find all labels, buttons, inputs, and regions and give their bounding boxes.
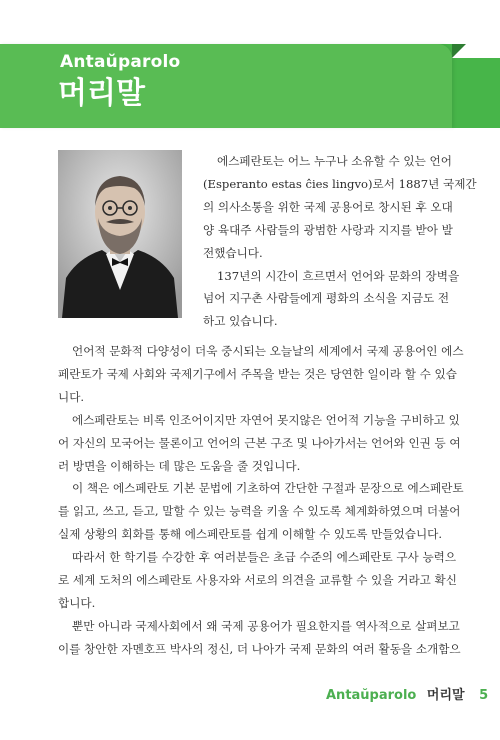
header-corner-fold <box>452 44 466 58</box>
body-line: 합니다. <box>58 595 96 610</box>
page-footer <box>326 684 488 703</box>
body-line: 로 세계 도처의 에스페란토 사용자와 서로의 의견을 교류할 수 있을 거라고 확신 <box>58 573 457 588</box>
intro-line: 137년의 시간이 흐르면서 언어와 문화의 장벽을 <box>217 268 460 283</box>
body-line: 뿐만 아니라 국제사회에서 왜 국제 공용어가 필요한지를 역사적으로 살펴보고 <box>72 618 460 633</box>
body-line: 실제 상황의 회화를 통해 에스페란토를 쉽게 이해할 수 있도록 만들었습니다. <box>58 527 443 542</box>
intro-line: 에스페란토는 어느 누구나 소유할 수 있는 언어 <box>217 154 452 168</box>
footer-section-en: Antaŭparolo <box>326 688 417 703</box>
intro-paragraphs <box>203 150 477 333</box>
body-line: 언어적 문화적 다양성이 더욱 중시되는 오늘날의 세계에서 국제 공용어인 에스 <box>72 344 464 358</box>
body-line: 어 자신의 모국어는 물론이고 언어의 근본 구조 및 나아가서는 언어와 인권 등 여 <box>58 435 461 450</box>
body-line: 니다. <box>58 389 85 404</box>
body-paragraphs <box>58 340 464 661</box>
footer-section-ko: 머리말 <box>426 688 465 703</box>
body-line: 러 방면을 이해하는 데 많은 도움을 줄 것입니다. <box>58 458 301 473</box>
body-line: 이 책은 에스페란토 기본 문법에 기초하여 간단한 구절과 문장으로 에스페란토 <box>72 481 464 496</box>
page-number: 5 <box>479 688 489 703</box>
body-line: 따라서 한 학기를 수강한 후 여러분들은 초급 수준의 에스페란토 구사 능력으 <box>72 550 457 565</box>
portrait-photo-icon <box>58 150 182 318</box>
intro-line: 전했습니다. <box>203 245 263 260</box>
body-line: 에스페란토는 비록 인조어이지만 자연어 못지않은 언어적 기능을 구비하고 있 <box>72 412 460 427</box>
intro-line: 넘어 지구촌 사람들에게 평화의 소식을 지금도 전 <box>203 291 450 306</box>
chapter-title: 머리말 <box>58 76 145 111</box>
body-line: 이를 창안한 자멘호프 박사의 정신, 더 나아가 국제 문화의 여러 활동을 소개함으 <box>58 641 461 656</box>
chapter-subtitle: Antaŭparolo <box>60 52 181 72</box>
body-line: 페란토가 국제 사회와 국제기구에서 주목을 받는 것은 당연한 일이라 할 수 있습 <box>58 366 457 381</box>
intro-line: (Esperanto estas ĉies lingvo)로서 1887년 국제간 <box>203 176 477 191</box>
body-line: 를 읽고, 쓰고, 듣고, 말할 수 있는 능력을 키울 수 있도록 체계화하였으며 더불어 <box>58 504 461 519</box>
intro-line: 양 육대주 사람들의 광범한 사랑과 지지를 받아 발 <box>203 222 453 237</box>
intro-line: 의 의사소통을 위한 국제 공용어로 창시된 후 오대 <box>203 199 453 214</box>
intro-line: 하고 있습니다. <box>203 314 278 329</box>
